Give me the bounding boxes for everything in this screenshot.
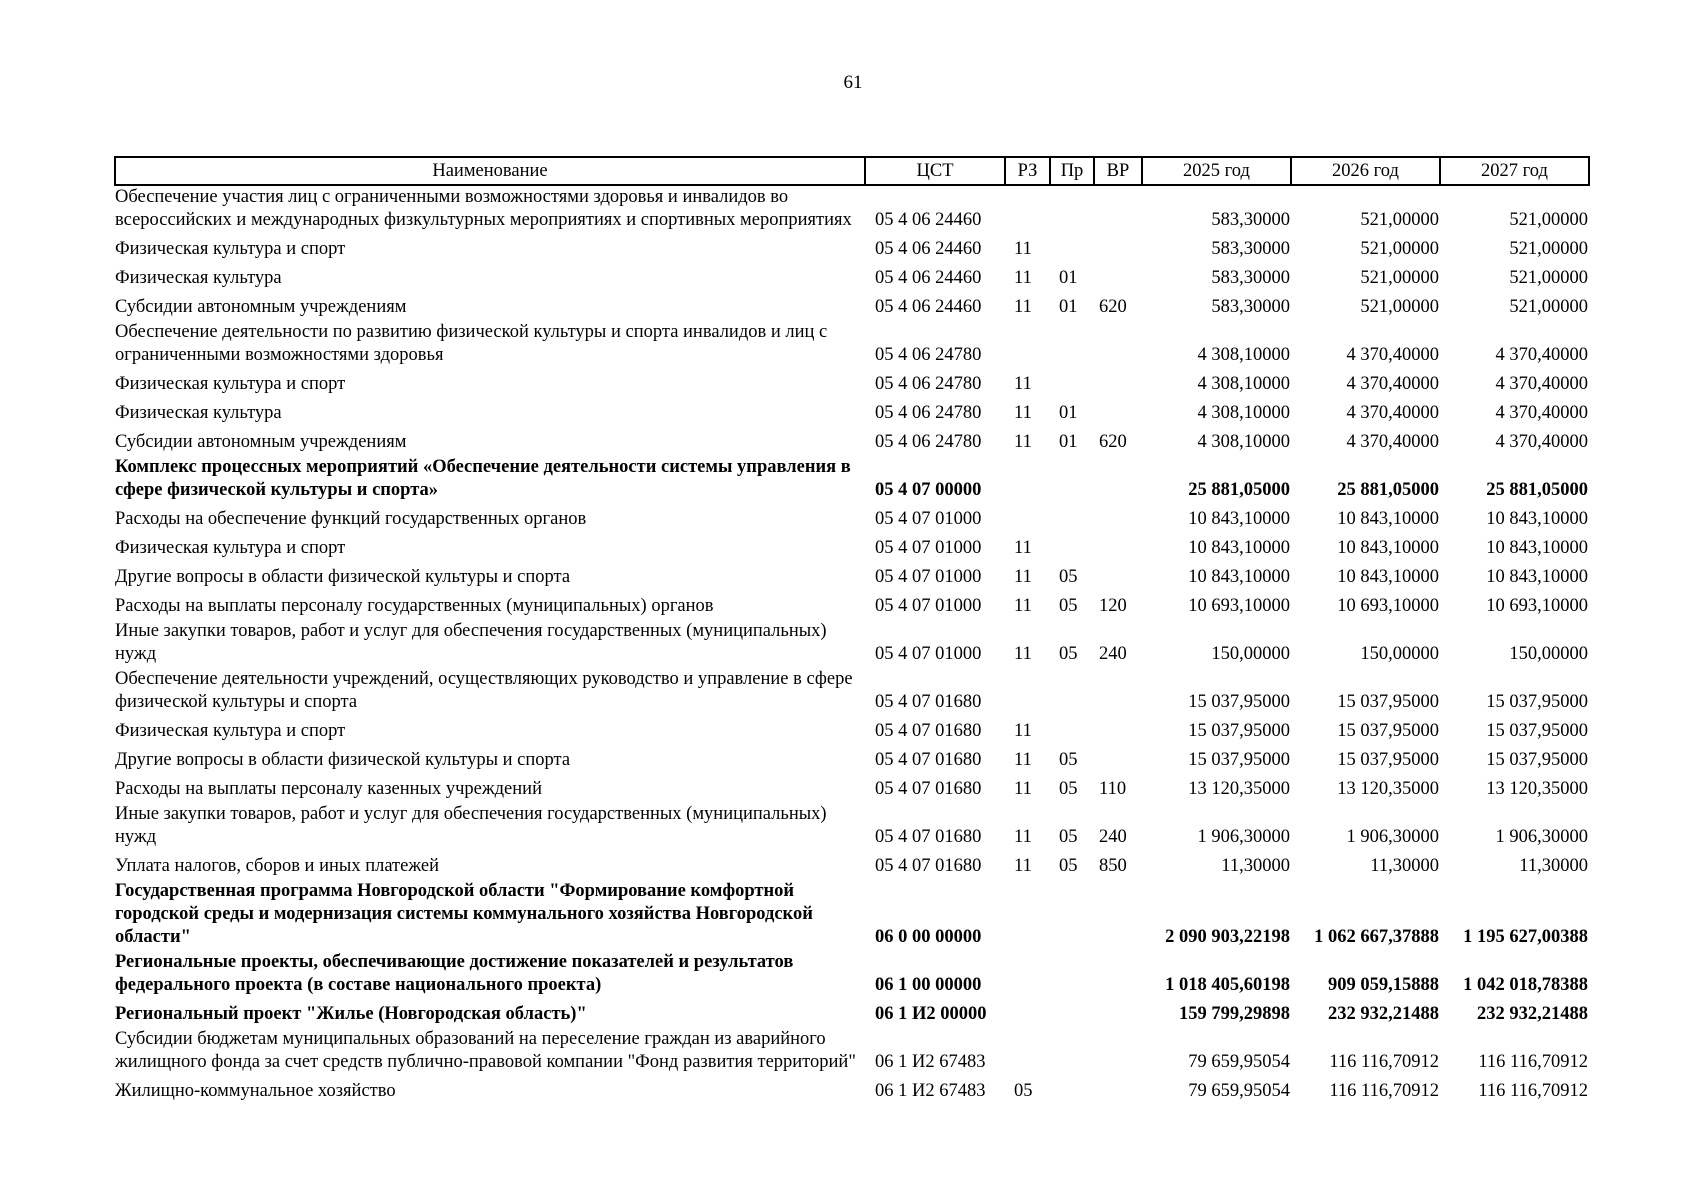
row-2025: 10 843,10000 [1188,509,1290,529]
row-name: Другие вопросы в области физической культуры и спорта [115,567,571,587]
row-2027: 4 370,40000 [1495,345,1588,365]
row-cst: 06 1 И2 67483 [875,1081,986,1101]
row-name: Физическая культура [115,403,282,423]
table-row [115,1028,1589,1076]
row-2027: 116 116,70912 [1478,1052,1588,1072]
budget-table [114,156,1590,1105]
row-2026: 10 843,10000 [1337,509,1439,529]
row-2027: 10 843,10000 [1486,538,1588,558]
row-2027: 4 370,40000 [1495,432,1588,452]
row-rz: 11 [1014,596,1032,616]
row-cst: 05 4 07 01680 [875,827,982,847]
row-2025: 25 881,05000 [1188,480,1290,500]
row-vr [1094,263,1142,292]
row-vr: 850 [1099,856,1127,876]
row-vr [1094,533,1142,562]
table-row [115,668,1589,716]
row-rz: 11 [1014,567,1032,587]
row-rz: 11 [1014,432,1032,452]
row-vr [1094,668,1142,716]
row-name: Субсидии бюджетам муниципальных образований на переселение граждан из аварийного жилищного фонда за счет средств публично-правовой компании "Фонд развития территорий" [115,1029,856,1072]
row-name: Обеспечение участия лиц с ограниченными возможностями здоровья и инвалидов во всероссийских и международных физкультурных мероприятиях и спортивных мероприятиях [115,187,852,230]
row-cst: 05 4 07 01680 [875,692,982,712]
row-cst: 05 4 07 01000 [875,644,982,664]
row-cst: 05 4 06 24460 [875,297,982,317]
row-vr [1094,456,1142,504]
header-vr: ВР [1094,157,1142,185]
row-2025: 11,30000 [1221,856,1290,876]
row-cst: 05 4 06 24780 [875,345,982,365]
table-row [115,292,1589,321]
row-2025: 10 843,10000 [1188,567,1290,587]
row-pr [1050,185,1094,234]
row-pr: 05 [1059,567,1078,587]
row-rz: 11 [1014,239,1032,259]
row-2025: 79 659,95054 [1188,1081,1290,1101]
row-rz [1005,321,1050,369]
row-2027: 521,00000 [1509,268,1588,288]
row-pr: 05 [1059,750,1078,770]
row-pr [1050,533,1094,562]
row-name: Расходы на выплаты персоналу казенных учреждений [115,779,542,799]
row-rz [1005,951,1050,999]
row-cst: 05 4 07 01000 [875,567,982,587]
page-number: 61 [843,72,863,93]
header-pr: Пр [1050,157,1094,185]
row-2025: 1 906,30000 [1197,827,1290,847]
row-2026: 150,00000 [1360,644,1439,664]
row-vr [1094,1028,1142,1076]
table-row [115,999,1589,1028]
row-2027: 521,00000 [1509,297,1588,317]
table-row [115,716,1589,745]
row-pr: 05 [1059,644,1078,664]
row-pr [1050,321,1094,369]
row-vr [1094,716,1142,745]
row-name: Физическая культура и спорт [115,538,346,558]
row-2025: 150,00000 [1211,644,1290,664]
row-name: Обеспечение деятельности учреждений, осуществляющих руководство и управление в сфере физической культуры и спорта [115,669,853,712]
row-2026: 521,00000 [1360,239,1439,259]
row-name: Иные закупки товаров, работ и услуг для обеспечения государственных (муниципальных) нужд [115,621,827,664]
row-2026: 10 843,10000 [1337,567,1439,587]
row-vr [1094,321,1142,369]
row-2026: 4 370,40000 [1346,432,1439,452]
row-2027: 15 037,95000 [1486,721,1588,741]
row-cst: 05 4 06 24780 [875,432,982,452]
row-vr [1094,562,1142,591]
row-2025: 159 799,29898 [1179,1004,1290,1024]
table-row [115,504,1589,533]
row-2027: 1 906,30000 [1495,827,1588,847]
table-row [115,185,1589,234]
row-2025: 4 308,10000 [1197,345,1290,365]
table-row [115,1076,1589,1105]
row-cst: 05 4 07 01680 [875,856,982,876]
row-2026: 1 062 667,37888 [1314,927,1439,947]
row-vr [1094,880,1142,951]
table-row [115,369,1589,398]
table-header [115,157,1589,185]
header-name: Наименование [115,157,865,185]
table-row [115,533,1589,562]
row-name: Субсидии автономным учреждениям [115,297,407,317]
row-2025: 583,30000 [1211,268,1290,288]
row-pr [1050,668,1094,716]
row-vr [1094,185,1142,234]
row-vr [1094,951,1142,999]
row-2027: 4 370,40000 [1495,374,1588,394]
row-cst: 05 4 07 01000 [875,538,982,558]
row-name: Физическая культура и спорт [115,721,346,741]
row-vr [1094,745,1142,774]
row-name: Физическая культура и спорт [115,374,346,394]
table-row [115,263,1589,292]
row-name: Другие вопросы в области физической культуры и спорта [115,750,571,770]
table-row [115,562,1589,591]
row-pr [1050,716,1094,745]
row-2026: 13 120,35000 [1337,779,1439,799]
row-2025: 10 843,10000 [1188,538,1290,558]
row-2027: 13 120,35000 [1486,779,1588,799]
row-rz: 11 [1014,268,1032,288]
row-cst: 05 4 06 24780 [875,403,982,423]
row-name: Физическая культура и спорт [115,239,346,259]
row-rz: 11 [1014,779,1032,799]
row-2025: 79 659,95054 [1188,1052,1290,1072]
row-name: Иные закупки товаров, работ и услуг для обеспечения государственных (муниципальных) нужд [115,804,827,847]
table-row [115,427,1589,456]
row-rz: 11 [1014,374,1032,394]
row-vr [1094,398,1142,427]
row-pr [1050,234,1094,263]
row-name: Расходы на выплаты персоналу государственных (муниципальных) органов [115,596,714,616]
row-rz: 11 [1014,750,1032,770]
row-cst: 05 4 06 24460 [875,239,982,259]
table-row [115,456,1589,504]
row-2026: 232 932,21488 [1328,1004,1439,1024]
row-pr [1050,951,1094,999]
row-rz: 11 [1014,538,1032,558]
row-2026: 521,00000 [1360,268,1439,288]
row-vr [1094,1076,1142,1105]
row-vr: 240 [1099,827,1127,847]
row-pr: 05 [1059,856,1078,876]
row-cst: 05 4 06 24460 [875,210,982,230]
row-2026: 4 370,40000 [1346,374,1439,394]
row-2025: 15 037,95000 [1188,692,1290,712]
row-name: Региональные проекты, обеспечивающие достижение показателей и результатов федерального проекта (в составе национального проекта) [115,952,794,995]
row-name: Уплата налогов, сборов и иных платежей [115,856,440,876]
row-2027: 10 843,10000 [1486,567,1588,587]
row-pr [1050,880,1094,951]
row-2026: 15 037,95000 [1337,750,1439,770]
row-2027: 521,00000 [1509,239,1588,259]
row-vr: 620 [1099,297,1127,317]
row-2026: 15 037,95000 [1337,692,1439,712]
row-name: Обеспечение деятельности по развитию физической культуры и спорта инвалидов и лиц с ограниченными возможностями здоровья [115,322,828,365]
table-row [115,234,1589,263]
row-2025: 1 018 405,60198 [1165,975,1290,995]
row-name: Региональный проект "Жилье (Новгородская область)" [115,1004,587,1024]
table-row [115,591,1589,620]
row-2027: 116 116,70912 [1478,1081,1588,1101]
row-cst: 06 0 00 00000 [875,927,982,947]
row-cst: 05 4 07 01680 [875,779,982,799]
row-rz [1005,504,1050,533]
row-2027: 150,00000 [1509,644,1588,664]
row-pr [1050,1076,1094,1105]
row-2026: 116 116,70912 [1329,1081,1439,1101]
row-2027: 521,00000 [1509,210,1588,230]
header-cst: ЦСТ [865,157,1005,185]
row-pr [1050,1028,1094,1076]
table-row [115,398,1589,427]
table-row [115,620,1589,668]
row-vr: 110 [1099,779,1127,799]
row-2027: 10 693,10000 [1486,596,1588,616]
header-rz: РЗ [1005,157,1050,185]
row-name: Физическая культура [115,268,282,288]
row-2027: 4 370,40000 [1495,403,1588,423]
row-2025: 15 037,95000 [1188,721,1290,741]
row-pr: 05 [1059,596,1078,616]
row-2027: 11,30000 [1519,856,1588,876]
row-pr [1050,504,1094,533]
table-row [115,951,1589,999]
row-vr [1094,504,1142,533]
row-pr [1050,999,1094,1028]
row-cst: 06 1 И2 67483 [875,1052,986,1072]
table-row [115,851,1589,880]
row-2025: 4 308,10000 [1197,374,1290,394]
row-rz: 05 [1014,1081,1033,1101]
row-2027: 15 037,95000 [1486,692,1588,712]
row-2025: 2 090 903,22198 [1165,927,1290,947]
row-2026: 10 843,10000 [1337,538,1439,558]
row-2026: 116 116,70912 [1329,1052,1439,1072]
table-row [115,321,1589,369]
row-cst: 05 4 07 01000 [875,509,982,529]
header-2025: 2025 год [1142,157,1291,185]
row-vr [1094,369,1142,398]
row-2025: 583,30000 [1211,239,1290,259]
row-rz: 11 [1014,644,1032,664]
row-2027: 25 881,05000 [1486,480,1588,500]
row-name: Комплекс процессных мероприятий «Обеспечение деятельности системы управления в сфере физической культуры и спорта» [115,457,851,500]
row-name: Субсидии автономным учреждениям [115,432,407,452]
table-row [115,774,1589,803]
row-2026: 10 693,10000 [1337,596,1439,616]
row-name: Жилищно-коммунальное хозяйство [115,1081,396,1101]
row-rz: 11 [1014,721,1032,741]
row-vr [1094,999,1142,1028]
row-cst: 05 4 07 01680 [875,750,982,770]
table-row [115,880,1589,951]
row-cst: 06 1 И2 00000 [875,1004,987,1024]
row-2027: 10 843,10000 [1486,509,1588,529]
table-body [115,185,1589,1105]
row-rz [1005,185,1050,234]
table-row [115,803,1589,851]
row-cst: 05 4 06 24780 [875,374,982,394]
row-pr: 01 [1059,403,1078,423]
row-2026: 4 370,40000 [1346,345,1439,365]
row-pr: 01 [1059,297,1078,317]
row-2025: 4 308,10000 [1197,432,1290,452]
row-rz: 11 [1014,403,1032,423]
row-cst: 05 4 06 24460 [875,268,982,288]
row-pr [1050,456,1094,504]
row-2025: 583,30000 [1211,210,1290,230]
row-2027: 15 037,95000 [1486,750,1588,770]
row-vr [1094,234,1142,263]
row-rz [1005,999,1050,1028]
row-vr: 240 [1099,644,1127,664]
row-2026: 11,30000 [1370,856,1439,876]
row-name: Государственная программа Новгородской области "Формирование комфортной городской среды и модернизация системы коммунального хозяйства Новгородской области" [115,881,813,947]
row-2025: 4 308,10000 [1197,403,1290,423]
row-cst: 06 1 00 00000 [875,975,982,995]
row-2026: 909 059,15888 [1328,975,1439,995]
row-pr: 05 [1059,827,1078,847]
row-2025: 583,30000 [1211,297,1290,317]
row-2027: 1 042 018,78388 [1463,975,1588,995]
header-2026: 2026 год [1291,157,1440,185]
row-2026: 521,00000 [1360,297,1439,317]
row-rz: 11 [1014,827,1032,847]
row-rz [1005,1028,1050,1076]
row-2027: 232 932,21488 [1477,1004,1588,1024]
row-rz [1005,880,1050,951]
row-name: Расходы на обеспечение функций государственных органов [115,509,587,529]
row-rz [1005,456,1050,504]
row-2026: 15 037,95000 [1337,721,1439,741]
row-rz: 11 [1014,856,1032,876]
table-row [115,745,1589,774]
row-cst: 05 4 07 00000 [875,480,982,500]
row-2027: 1 195 627,00388 [1463,927,1588,947]
row-2025: 13 120,35000 [1188,779,1290,799]
row-rz: 11 [1014,297,1032,317]
row-2026: 4 370,40000 [1346,403,1439,423]
row-pr: 01 [1059,268,1078,288]
row-2025: 10 693,10000 [1188,596,1290,616]
row-pr: 05 [1059,779,1078,799]
row-cst: 05 4 07 01000 [875,596,982,616]
row-vr: 120 [1099,596,1127,616]
row-2026: 1 906,30000 [1346,827,1439,847]
row-pr: 01 [1059,432,1078,452]
row-vr: 620 [1099,432,1127,452]
row-pr [1050,369,1094,398]
row-2026: 521,00000 [1360,210,1439,230]
row-2025: 15 037,95000 [1188,750,1290,770]
row-rz [1005,668,1050,716]
row-cst: 05 4 07 01680 [875,721,982,741]
row-2026: 25 881,05000 [1337,480,1439,500]
header-2027: 2027 год [1440,157,1589,185]
